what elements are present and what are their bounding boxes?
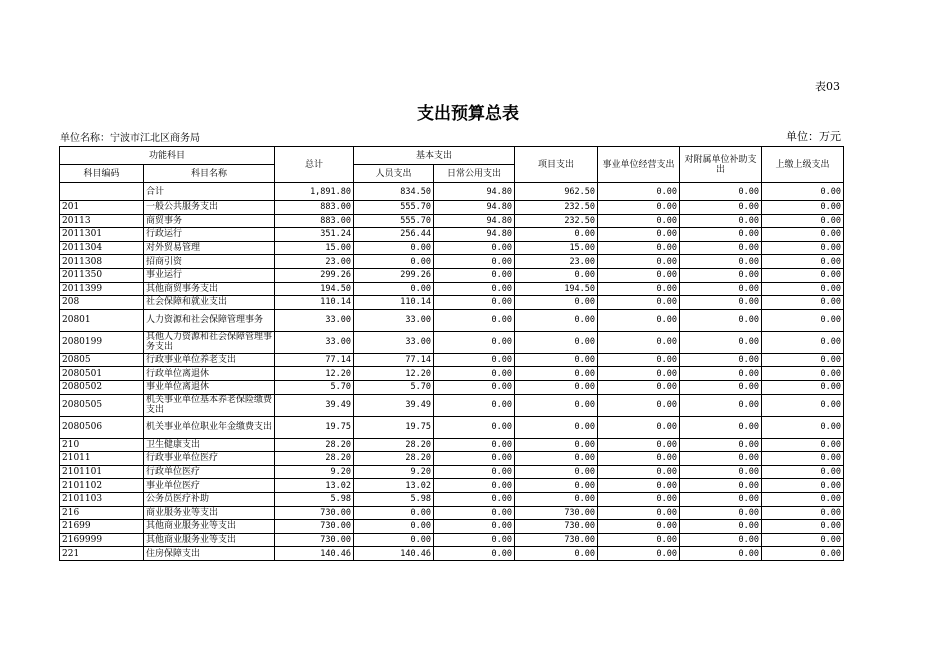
cell-code: 2011308 [60,255,144,269]
page-title: 支出预算总表 [417,104,519,124]
table-row [60,241,844,255]
header-basic-expenditure: 基本支出 [354,147,515,165]
cell-name: 住房保障支出 [144,547,275,561]
cell-operation: 0.00 [598,533,680,547]
cell-code: 20113 [60,214,144,228]
cell-operation: 0.00 [598,452,680,466]
cell-subsidy: 0.00 [680,309,762,331]
cell-upper: 0.00 [762,533,844,547]
cell-daily: 0.00 [434,452,515,466]
cell-project: 232.50 [515,201,598,215]
cell-daily: 0.00 [434,465,515,479]
cell-name: 其他人力资源和社会保障管理事务支出 [144,331,275,353]
table-row [60,506,844,520]
cell-name: 其他商业服务业等支出 [144,533,275,547]
cell-subsidy: 0.00 [680,394,762,416]
cell-subsidy: 0.00 [680,547,762,561]
cell-name: 行政事业单位医疗 [144,452,275,466]
cell-personnel: 5.98 [354,492,434,506]
cell-upper: 0.00 [762,438,844,452]
cell-name: 事业单位医疗 [144,479,275,493]
cell-daily: 94.80 [434,183,515,201]
cell-personnel: 39.49 [354,394,434,416]
header-functional-subject: 功能科目 [60,147,275,165]
table-row [60,367,844,381]
cell-personnel: 33.00 [354,309,434,331]
cell-upper: 0.00 [762,367,844,381]
cell-operation: 0.00 [598,255,680,269]
cell-total: 194.50 [275,282,354,296]
cell-total: 23.00 [275,255,354,269]
cell-total: 351.24 [275,228,354,242]
cell-code: 2011350 [60,268,144,282]
cell-project: 0.00 [515,331,598,353]
table-row [60,228,844,242]
cell-operation: 0.00 [598,547,680,561]
cell-daily: 0.00 [434,331,515,353]
cell-name: 其他商贸事务支出 [144,282,275,296]
table-row [60,255,844,269]
cell-project: 0.00 [515,479,598,493]
cell-personnel: 140.46 [354,547,434,561]
table-row [60,309,844,331]
cell-project: 194.50 [515,282,598,296]
cell-personnel: 28.20 [354,438,434,452]
cell-daily: 0.00 [434,506,515,520]
cell-operation: 0.00 [598,183,680,201]
cell-code: 201 [60,201,144,215]
unit-name: 单位名称：宁波市江北区商务局 [60,133,200,144]
cell-total: 730.00 [275,506,354,520]
cell-upper: 0.00 [762,331,844,353]
cell-upper: 0.00 [762,228,844,242]
currency-unit: 单位：万元 [786,130,841,143]
table-row [60,452,844,466]
cell-total: 12.20 [275,367,354,381]
cell-name: 合计 [144,183,275,201]
cell-operation: 0.00 [598,309,680,331]
cell-project: 15.00 [515,241,598,255]
cell-subsidy: 0.00 [680,183,762,201]
cell-total: 13.02 [275,479,354,493]
cell-personnel: 77.14 [354,353,434,367]
cell-name: 公务员医疗补助 [144,492,275,506]
cell-upper: 0.00 [762,394,844,416]
cell-upper: 0.00 [762,506,844,520]
cell-total: 140.46 [275,547,354,561]
cell-daily: 0.00 [434,533,515,547]
cell-daily: 94.80 [434,214,515,228]
cell-upper: 0.00 [762,296,844,310]
cell-upper: 0.00 [762,452,844,466]
cell-total: 28.20 [275,452,354,466]
cell-personnel: 110.14 [354,296,434,310]
cell-upper: 0.00 [762,416,844,438]
cell-subsidy: 0.00 [680,268,762,282]
cell-code [60,183,144,201]
cell-code: 208 [60,296,144,310]
cell-subsidy: 0.00 [680,367,762,381]
cell-operation: 0.00 [598,353,680,367]
cell-subsidy: 0.00 [680,241,762,255]
cell-name: 其他商业服务业等支出 [144,520,275,534]
cell-project: 0.00 [515,268,598,282]
cell-daily: 0.00 [434,282,515,296]
header-total: 总计 [275,147,354,183]
table-row [60,268,844,282]
cell-project: 0.00 [515,416,598,438]
cell-name: 社会保障和就业支出 [144,296,275,310]
cell-code: 2101102 [60,479,144,493]
cell-code: 2169999 [60,533,144,547]
cell-project: 23.00 [515,255,598,269]
cell-project: 0.00 [515,452,598,466]
cell-personnel: 5.70 [354,380,434,394]
cell-total: 110.14 [275,296,354,310]
cell-daily: 0.00 [434,547,515,561]
cell-operation: 0.00 [598,465,680,479]
cell-total: 15.00 [275,241,354,255]
cell-subsidy: 0.00 [680,331,762,353]
cell-name: 行政单位医疗 [144,465,275,479]
cell-personnel: 33.00 [354,331,434,353]
cell-total: 730.00 [275,533,354,547]
table-row [60,465,844,479]
cell-project: 730.00 [515,520,598,534]
cell-daily: 94.80 [434,228,515,242]
cell-personnel: 555.70 [354,214,434,228]
cell-upper: 0.00 [762,492,844,506]
table-row [60,533,844,547]
cell-total: 5.70 [275,380,354,394]
cell-project: 0.00 [515,296,598,310]
cell-code: 221 [60,547,144,561]
cell-daily: 0.00 [434,296,515,310]
total-row [60,183,844,201]
cell-subsidy: 0.00 [680,479,762,493]
cell-upper: 0.00 [762,465,844,479]
cell-personnel: 256.44 [354,228,434,242]
cell-subsidy: 0.00 [680,438,762,452]
table-row [60,547,844,561]
cell-personnel: 0.00 [354,520,434,534]
cell-personnel: 299.26 [354,268,434,282]
table-row [60,201,844,215]
table-row [60,282,844,296]
cell-name: 机关事业单位基本养老保险缴费支出 [144,394,275,416]
cell-operation: 0.00 [598,214,680,228]
cell-total: 77.14 [275,353,354,367]
cell-operation: 0.00 [598,331,680,353]
cell-total: 5.98 [275,492,354,506]
cell-personnel: 834.50 [354,183,434,201]
cell-upper: 0.00 [762,183,844,201]
cell-subsidy: 0.00 [680,520,762,534]
cell-name: 卫生健康支出 [144,438,275,452]
cell-project: 0.00 [515,394,598,416]
cell-subsidy: 0.00 [680,228,762,242]
cell-total: 19.75 [275,416,354,438]
cell-operation: 0.00 [598,241,680,255]
cell-operation: 0.00 [598,228,680,242]
cell-daily: 94.80 [434,201,515,215]
cell-code: 210 [60,438,144,452]
cell-code: 2080502 [60,380,144,394]
header-project-expenditure: 项目支出 [515,147,598,183]
cell-daily: 0.00 [434,367,515,381]
cell-daily: 0.00 [434,241,515,255]
cell-project: 962.50 [515,183,598,201]
table-row [60,331,844,353]
cell-upper: 0.00 [762,520,844,534]
cell-name: 对外贸易管理 [144,241,275,255]
cell-project: 730.00 [515,533,598,547]
cell-total: 33.00 [275,331,354,353]
cell-project: 0.00 [515,353,598,367]
cell-operation: 0.00 [598,438,680,452]
cell-daily: 0.00 [434,479,515,493]
cell-total: 883.00 [275,201,354,215]
cell-daily: 0.00 [434,255,515,269]
cell-subsidy: 0.00 [680,214,762,228]
cell-daily: 0.00 [434,309,515,331]
cell-daily: 0.00 [434,438,515,452]
cell-upper: 0.00 [762,547,844,561]
cell-personnel: 555.70 [354,201,434,215]
cell-operation: 0.00 [598,492,680,506]
cell-code: 2080501 [60,367,144,381]
table-row [60,492,844,506]
cell-personnel: 9.20 [354,465,434,479]
cell-subsidy: 0.00 [680,533,762,547]
cell-code: 2011304 [60,241,144,255]
cell-personnel: 0.00 [354,282,434,296]
cell-name: 商贸事务 [144,214,275,228]
cell-operation: 0.00 [598,416,680,438]
cell-subsidy: 0.00 [680,255,762,269]
header-daily-public-expenditure: 日常公用支出 [434,165,515,183]
cell-operation: 0.00 [598,282,680,296]
cell-daily: 0.00 [434,353,515,367]
header-upper-remittance: 上缴上级支出 [762,147,844,183]
cell-name: 一般公共服务支出 [144,201,275,215]
budget-table [59,146,844,561]
cell-project: 0.00 [515,492,598,506]
cell-personnel: 0.00 [354,255,434,269]
cell-operation: 0.00 [598,394,680,416]
cell-name: 商业服务业等支出 [144,506,275,520]
cell-upper: 0.00 [762,380,844,394]
cell-upper: 0.00 [762,268,844,282]
cell-project: 0.00 [515,438,598,452]
cell-total: 33.00 [275,309,354,331]
cell-daily: 0.00 [434,520,515,534]
cell-operation: 0.00 [598,520,680,534]
cell-upper: 0.00 [762,309,844,331]
cell-code: 2101101 [60,465,144,479]
cell-subsidy: 0.00 [680,380,762,394]
cell-project: 0.00 [515,309,598,331]
cell-upper: 0.00 [762,282,844,296]
cell-subsidy: 0.00 [680,296,762,310]
cell-upper: 0.00 [762,479,844,493]
cell-operation: 0.00 [598,296,680,310]
table-number: 表03 [815,80,840,93]
cell-name: 事业单位离退休 [144,380,275,394]
table-row [60,380,844,394]
cell-subsidy: 0.00 [680,201,762,215]
cell-subsidy: 0.00 [680,465,762,479]
cell-personnel: 13.02 [354,479,434,493]
cell-total: 1,891.80 [275,183,354,201]
cell-daily: 0.00 [434,268,515,282]
cell-personnel: 19.75 [354,416,434,438]
cell-code: 20805 [60,353,144,367]
cell-upper: 0.00 [762,214,844,228]
cell-code: 2011301 [60,228,144,242]
cell-code: 21699 [60,520,144,534]
header-personnel-expenditure: 人员支出 [354,165,434,183]
cell-project: 730.00 [515,506,598,520]
header-subject-code: 科目编码 [60,165,144,183]
cell-subsidy: 0.00 [680,416,762,438]
cell-project: 0.00 [515,547,598,561]
cell-daily: 0.00 [434,394,515,416]
cell-operation: 0.00 [598,380,680,394]
cell-code: 2080199 [60,331,144,353]
cell-daily: 0.00 [434,380,515,394]
cell-code: 2011399 [60,282,144,296]
cell-name: 行政事业单位养老支出 [144,353,275,367]
cell-subsidy: 0.00 [680,492,762,506]
cell-code: 216 [60,506,144,520]
cell-operation: 0.00 [598,268,680,282]
cell-upper: 0.00 [762,241,844,255]
table-row [60,353,844,367]
cell-subsidy: 0.00 [680,506,762,520]
table-row [60,520,844,534]
cell-code: 2080506 [60,416,144,438]
cell-name: 招商引资 [144,255,275,269]
cell-upper: 0.00 [762,201,844,215]
cell-personnel: 0.00 [354,241,434,255]
cell-name: 机关事业单位职业年金缴费支出 [144,416,275,438]
cell-code: 21011 [60,452,144,466]
table-row [60,296,844,310]
cell-subsidy: 0.00 [680,452,762,466]
cell-total: 39.49 [275,394,354,416]
cell-subsidy: 0.00 [680,353,762,367]
cell-code: 20801 [60,309,144,331]
cell-personnel: 0.00 [354,533,434,547]
cell-operation: 0.00 [598,479,680,493]
cell-upper: 0.00 [762,353,844,367]
cell-personnel: 0.00 [354,506,434,520]
cell-project: 0.00 [515,228,598,242]
table-row [60,416,844,438]
cell-project: 232.50 [515,214,598,228]
cell-total: 883.00 [275,214,354,228]
table-row [60,438,844,452]
cell-total: 730.00 [275,520,354,534]
cell-operation: 0.00 [598,367,680,381]
header-operation-expenditure: 事业单位经营支出 [598,147,680,183]
table-row [60,479,844,493]
cell-daily: 0.00 [434,492,515,506]
cell-total: 299.26 [275,268,354,282]
cell-personnel: 12.20 [354,367,434,381]
cell-code: 2101103 [60,492,144,506]
cell-project: 0.00 [515,465,598,479]
cell-name: 人力资源和社会保障管理事务 [144,309,275,331]
cell-personnel: 28.20 [354,452,434,466]
cell-name: 事业运行 [144,268,275,282]
cell-subsidy: 0.00 [680,282,762,296]
table-row [60,214,844,228]
cell-name: 行政运行 [144,228,275,242]
table-row [60,394,844,416]
cell-project: 0.00 [515,367,598,381]
cell-total: 9.20 [275,465,354,479]
cell-upper: 0.00 [762,255,844,269]
cell-total: 28.20 [275,438,354,452]
header-subject-name: 科目名称 [144,165,275,183]
cell-daily: 0.00 [434,416,515,438]
cell-operation: 0.00 [598,506,680,520]
cell-code: 2080505 [60,394,144,416]
header-subsidy-expenditure: 对附属单位补助支出 [680,147,762,183]
cell-operation: 0.00 [598,201,680,215]
cell-name: 行政单位离退休 [144,367,275,381]
cell-project: 0.00 [515,380,598,394]
